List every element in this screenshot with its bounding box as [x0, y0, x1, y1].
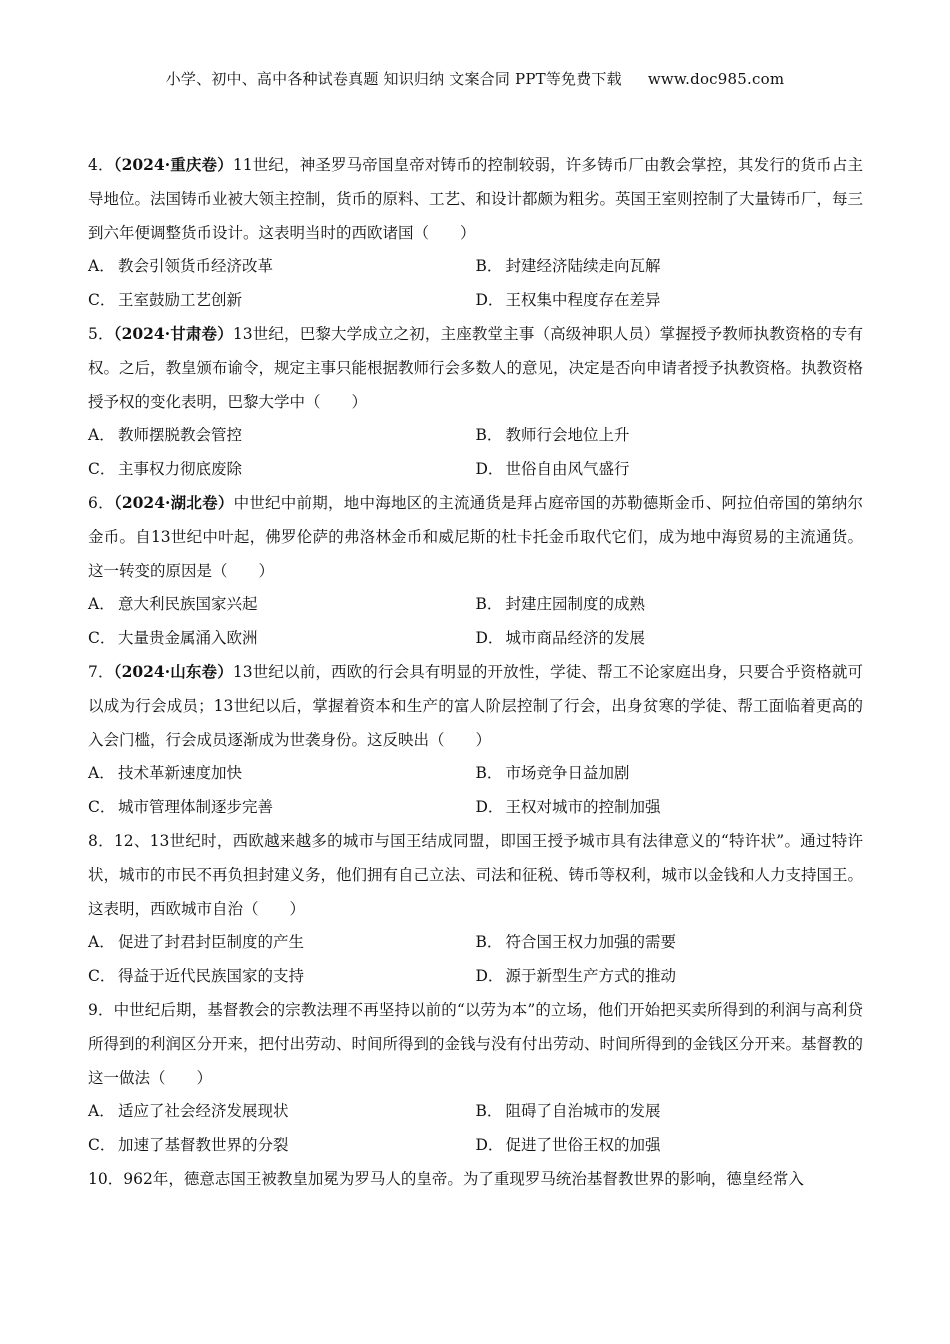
option-a: A． 意大利民族国家兴起 [88, 595, 258, 613]
question-number: 7． [88, 663, 114, 681]
question-number: 4． [88, 156, 114, 174]
question-7 [88, 655, 863, 824]
option-c: C． 大量贵金属涌入欧洲 [88, 628, 258, 647]
question-5 [88, 317, 863, 486]
question-source: （2024·山东卷） [113, 662, 233, 681]
question-stem [88, 317, 863, 419]
option-a: A． 教师摆脱教会管控 [88, 426, 243, 444]
option-b: B． 教师行会地位上升 [475, 426, 630, 444]
question-stem [88, 824, 863, 926]
option-list [88, 588, 863, 655]
option-list [88, 419, 863, 486]
question-4 [88, 148, 863, 317]
option-d: D． 王权集中程度存在差异 [475, 290, 661, 309]
option-b: B． 符合国王权力加强的需要 [475, 933, 677, 951]
option-d: D． 源于新型生产方式的推动 [475, 966, 677, 985]
option-list [88, 1095, 863, 1162]
question-text: 中世纪中前期，地中海地区的主流通货是拜占庭帝国的苏勒德斯金币、阿拉伯帝国的第纳尔金币。自13世纪中叶起，佛罗伦萨的弗洛林金币和威尼斯的杜卡托金币取代它们，成为地中海贸易的主流通货。这一转变的原因是（ ） [88, 494, 863, 580]
question-number: 10． [88, 1170, 124, 1188]
question-number: 5． [88, 325, 114, 343]
question-text: 11世纪，神圣罗马帝国皇帝对铸币的控制较弱，许多铸币厂由教会掌控，其发行的货币占主导地位。法国铸币业被大领主控制，货币的原料、工艺、和设计都颇为粗劣。英国王室则控制了大量铸币厂，每三到六年便调整货币设计。这表明当时的西欧诸国（ ） [88, 156, 864, 242]
question-text: 13世纪以前，西欧的行会具有明显的开放性，学徒、帮工不论家庭出身，只要合乎资格就可以成为行会成员；13世纪以后，掌握着资本和生产的富人阶层控制了行会，出身贫寒的学徒、帮工面临着更高的入会门槛，行会成员逐渐成为世袭身份。这反映出（ ） [88, 663, 863, 749]
question-10 [88, 1162, 863, 1196]
question-text: 12、13世纪时，西欧越来越多的城市与国王结成同盟，即国王授予城市具有法律意义的“特许状”。通过特许状，城市的市民不再负担封建义务，他们拥有自己立法、司法和征税、铸币等权利，城市以金钱和人力支持国王。这表明，西欧城市自治（ ） [88, 832, 864, 918]
option-list [88, 757, 863, 824]
option-list [88, 926, 863, 993]
option-c: C． 主事权力彻底废除 [88, 459, 243, 478]
page-header [0, 68, 950, 89]
option-d: D． 世俗自由风气盛行 [475, 459, 630, 478]
question-stem [88, 655, 863, 757]
option-b: B． 封建经济陆续走向瓦解 [475, 257, 661, 275]
question-source: （2024·重庆卷） [113, 155, 233, 174]
option-c: C． 得益于近代民族国家的支持 [88, 966, 305, 985]
option-b: B． 市场竞争日益加剧 [475, 764, 630, 782]
question-text: 13世纪，巴黎大学成立之初，主座教堂主事（高级神职人员）掌握授予教师执教资格的专有权。之后，教皇颁布谕令，规定主事只能根据教师行会多数人的意见，决定是否向申请者授予执教资格。执教资格授予权的变化表明，巴黎大学中（ ） [88, 325, 864, 411]
question-8 [88, 824, 863, 993]
option-c: C． 王室鼓励工艺创新 [88, 290, 243, 309]
question-stem [88, 148, 863, 250]
option-d: D． 城市商品经济的发展 [475, 628, 646, 647]
question-stem [88, 993, 863, 1095]
question-text: 中世纪后期，基督教会的宗教法理不再坚持以前的“以劳为本”的立场，他们开始把买卖所得到的利润与高利贷所得到的利润区分开来，把付出劳动、时间所得到的金钱与没有付出劳动、时间所得到的金钱区分开来。基督教的这一做法（ ） [88, 1001, 864, 1087]
option-b: B． 封建庄园制度的成熟 [475, 595, 646, 613]
header-website: www.doc985.com [647, 70, 785, 88]
option-a: A． 技术革新速度加快 [88, 764, 243, 782]
header-promo-text: 小学、初中、高中各种试卷真题 知识归纳 文案合同 PPT等免费下载 [165, 70, 622, 88]
question-source: （2024·甘肃卷） [113, 324, 233, 343]
option-a: A． 促进了封君封臣制度的产生 [88, 933, 305, 951]
question-9 [88, 993, 863, 1162]
question-number: 8． [88, 832, 114, 850]
option-list [88, 250, 863, 317]
question-list [88, 148, 863, 1196]
option-d: D． 王权对城市的控制加强 [475, 797, 661, 816]
question-number: 9． [88, 1001, 114, 1019]
question-6 [88, 486, 863, 655]
option-a: A． 适应了社会经济发展现状 [88, 1102, 289, 1120]
question-text: 962年，德意志国王被教皇加冕为罗马人的皇帝。为了重现罗马统治基督教世界的影响，德皇经常入 [123, 1170, 804, 1188]
option-d: D． 促进了世俗王权的加强 [475, 1135, 661, 1154]
option-a: A． 教会引领货币经济改革 [88, 257, 274, 275]
question-stem [88, 1162, 863, 1196]
option-c: C． 城市管理体制逐步完善 [88, 797, 274, 816]
question-number: 6． [88, 494, 114, 512]
question-source: （2024·湖北卷） [113, 493, 234, 512]
option-b: B． 阻碍了自治城市的发展 [475, 1102, 661, 1120]
question-stem [88, 486, 863, 588]
option-c: C． 加速了基督教世界的分裂 [88, 1135, 289, 1154]
